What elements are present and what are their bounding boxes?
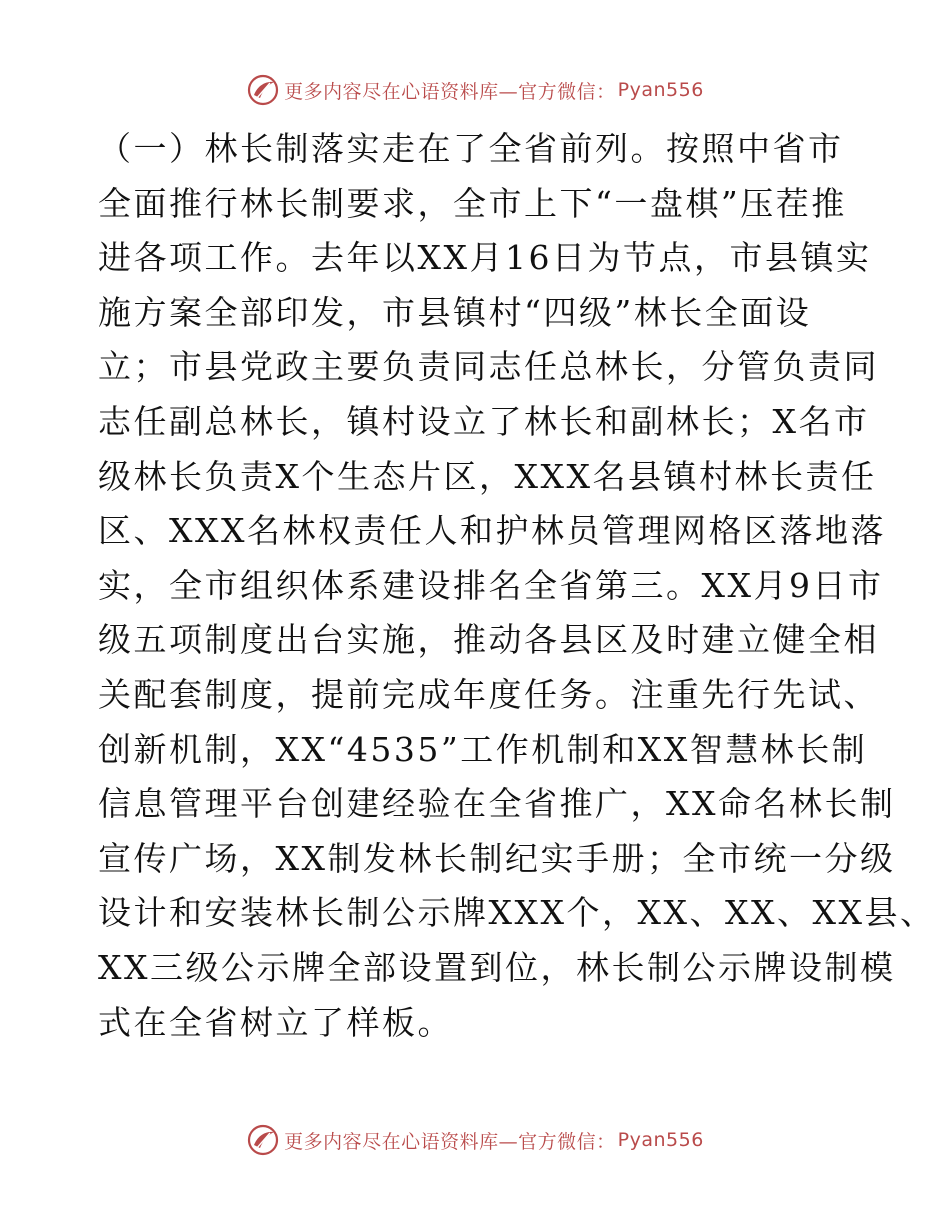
paragraph-line: 级林长负责X个生态片区，XXX名县镇村林长责任 (98, 456, 877, 496)
header-watermark (0, 70, 950, 110)
paragraph-line: 创新机制，XX“4535”工作机制和XX智慧林长制 (98, 729, 868, 769)
paragraph-line: 进各项工作。去年以XX月16日为节点，市县镇实 (98, 238, 872, 278)
footer-watermark (0, 1120, 950, 1160)
watermark-text-cn: 更多内容尽在心语资料库—官方微信： (284, 1130, 616, 1153)
paragraph-line: XX三级公示牌全部设置到位，林长制公示牌设制模 (98, 947, 896, 987)
paragraph-line: 式在全省树立了样板。 (98, 1002, 453, 1042)
logo-icon (246, 1123, 280, 1157)
paragraph-line: 全面推行林长制要求，全市上下“一盘棋”压茬推 (98, 183, 847, 223)
paragraph-line: 区、XXX名林权责任人和护林员管理网格区落地落 (98, 511, 886, 551)
paragraph-line: 信息管理平台创建经验在全省推广，XX命名林长制 (98, 784, 896, 824)
logo-icon (246, 73, 280, 107)
paragraph-line: （一）林长制落实走在了全省前列。按照中省市 (98, 129, 844, 168)
watermark-text-cn: 更多内容尽在心语资料库—官方微信： (284, 80, 616, 103)
watermark-text-en: Pyan556 (617, 79, 704, 101)
body-paragraph (98, 122, 936, 1050)
watermark-text-en: Pyan556 (617, 1129, 704, 1151)
paragraph-line: 施方案全部印发，市县镇村“四级”林长全面设 (98, 292, 812, 332)
paragraph-line: 级五项制度出台实施，推动各县区及时建立健全相 (98, 620, 879, 660)
paragraph-line: 实，全市组织体系建设排名全省第三。XX月9日市 (98, 565, 884, 605)
paragraph-line: 设计和安装林长制公示牌XXX个，XX、XX、XX县、 (98, 893, 936, 933)
paragraph-line: 宣传广场，XX制发林长制纪实手册；全市统一分级 (98, 838, 896, 878)
paragraph-line: 关配套制度，提前完成年度任务。注重先行先试、 (98, 674, 879, 714)
paragraph-line: 志任副总林长，镇村设立了林长和副林长；X名市 (98, 401, 870, 441)
paragraph-line: 立；市县党政主要负责同志任总林长，分管负责同 (98, 347, 879, 387)
